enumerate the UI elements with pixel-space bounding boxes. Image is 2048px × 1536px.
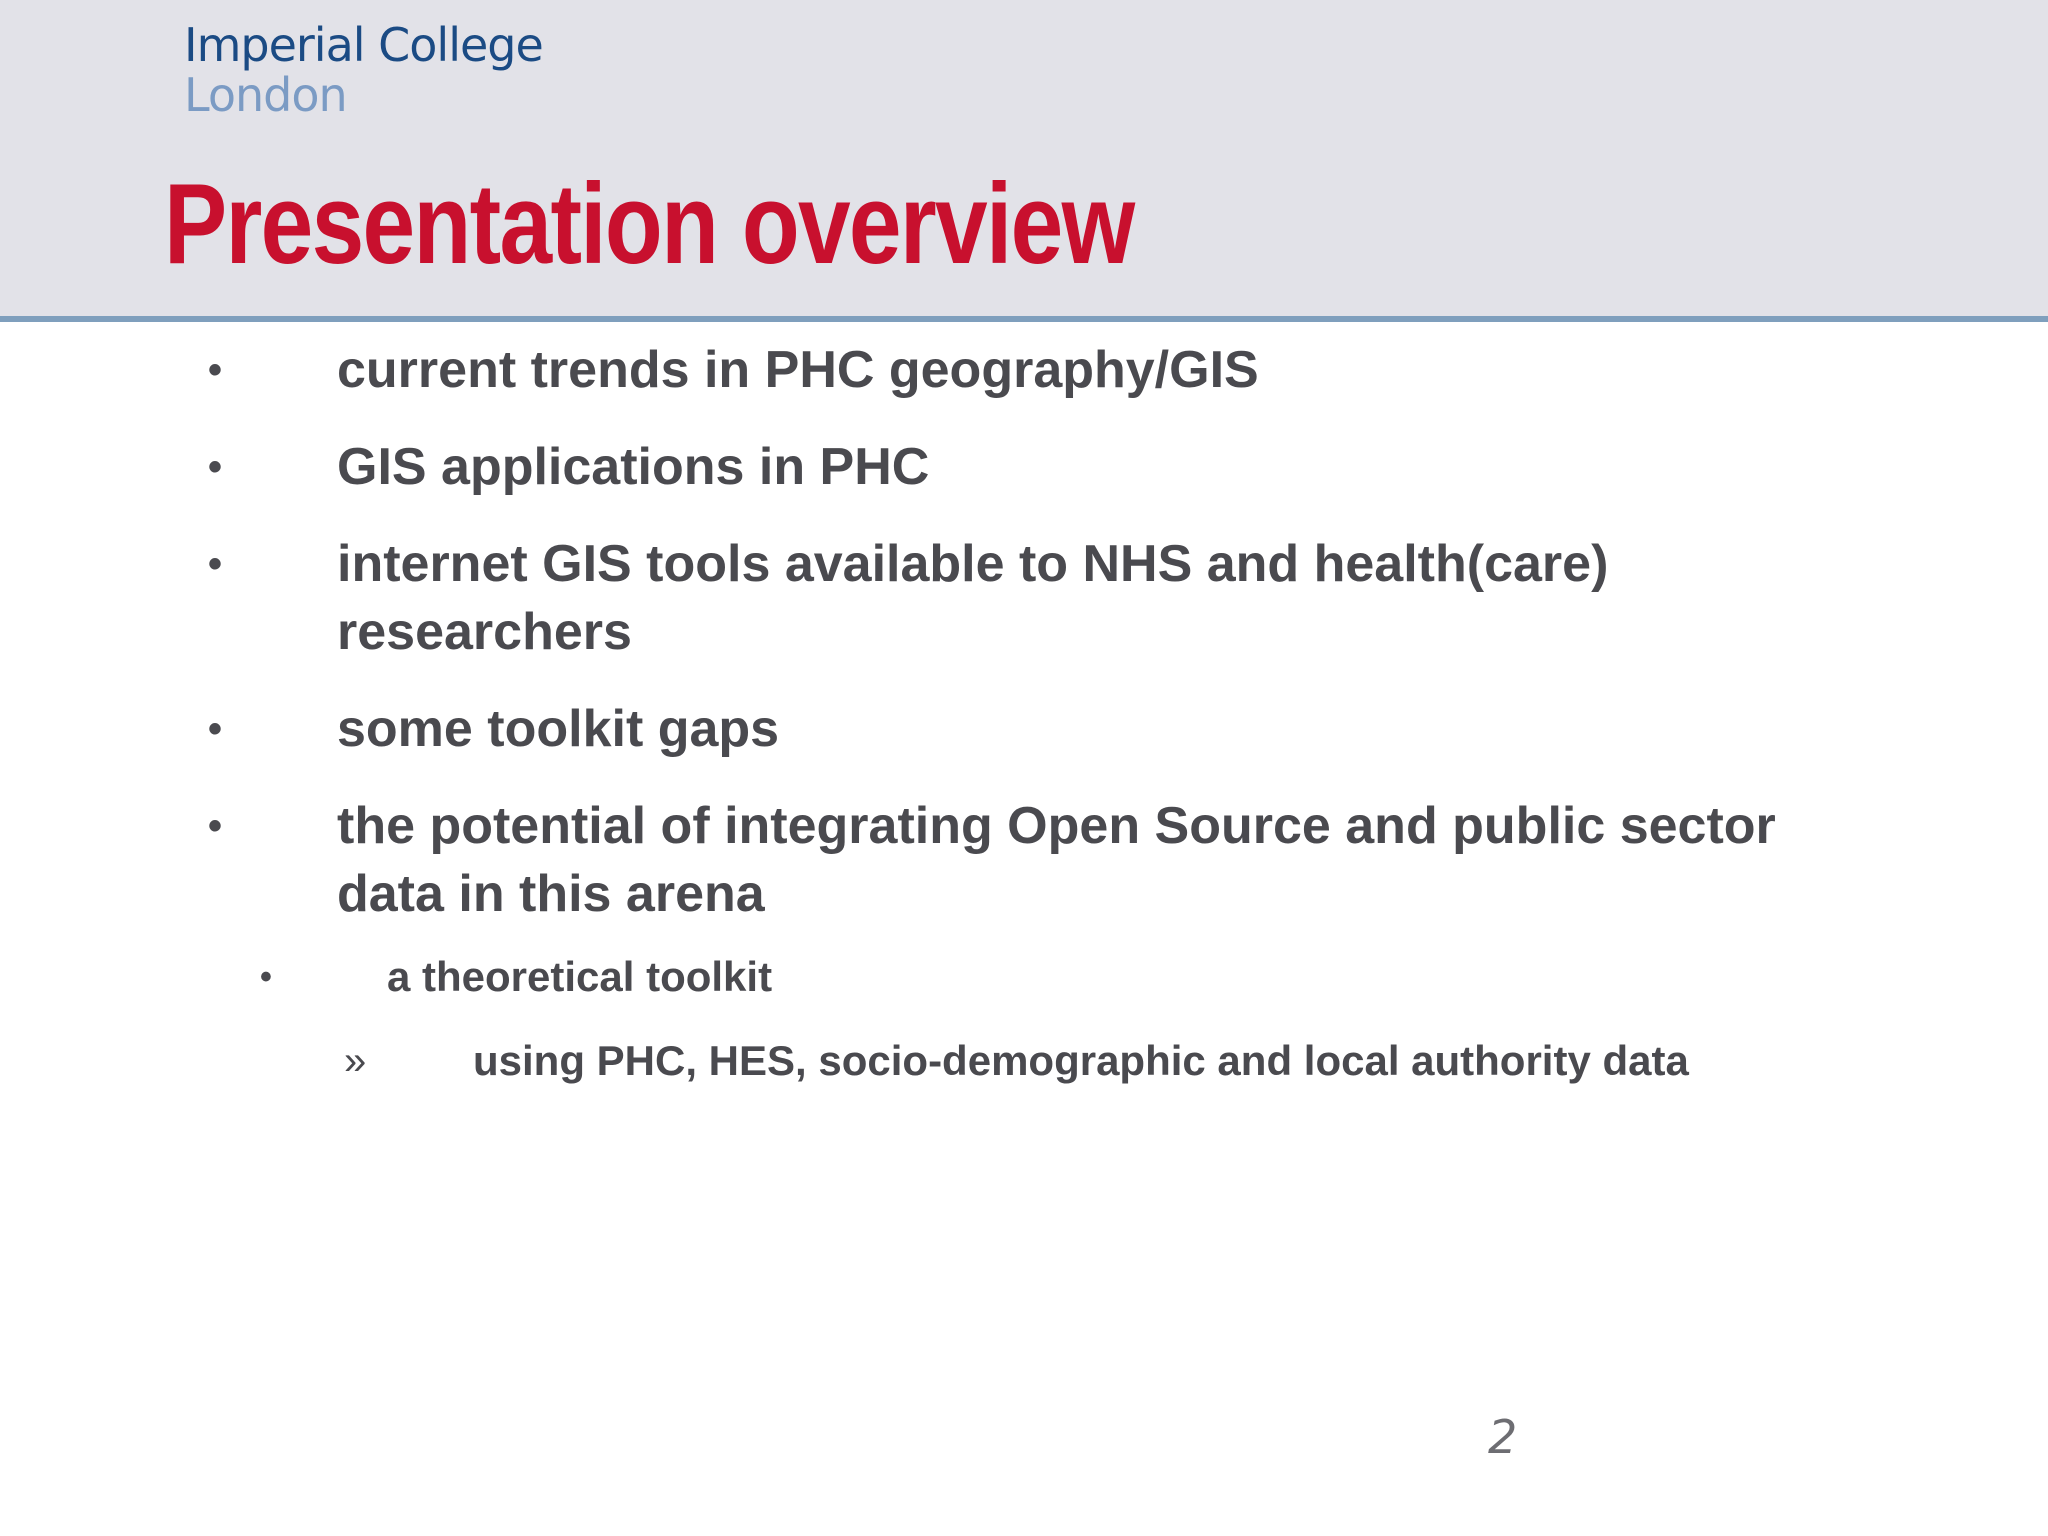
- bullet-marker: •: [208, 542, 223, 586]
- bullet-text: the potential of integrating Open Source and public sector data in this arena: [337, 797, 1776, 923]
- imperial-college-logo: [184, 18, 543, 122]
- sub-sub-bullet-item: [0, 1031, 2048, 1091]
- bullet-text: internet GIS tools available to NHS and health(care) researchers: [337, 535, 1609, 661]
- bullet-text: GIS applications in PHC: [337, 438, 930, 496]
- bullet-marker: •: [208, 707, 223, 751]
- bullet-text: current trends in PHC geography/GIS: [337, 341, 1259, 399]
- bullet-item: [0, 433, 2048, 501]
- sub-bullet-marker: •: [260, 958, 272, 996]
- sub-bullet-text: a theoretical toolkit: [387, 953, 773, 1000]
- sub-bullet-item: [0, 947, 2048, 1007]
- chevron-marker-icon: »: [344, 1039, 367, 1083]
- bullet-item: [0, 530, 2048, 666]
- page-number: 2: [1488, 1410, 1518, 1464]
- logo-line-2: London: [184, 68, 347, 122]
- logo-line-1: Imperial College: [184, 18, 543, 72]
- bullet-item: [0, 792, 2048, 928]
- bullet-list: [0, 336, 2048, 1091]
- bullet-marker: •: [208, 445, 223, 489]
- bullet-item: [0, 336, 2048, 404]
- bullet-text: some toolkit gaps: [337, 700, 780, 758]
- slide-header: [0, 0, 2048, 322]
- sub-sub-bullet-text: using PHC, HES, socio-demographic and local authority data: [473, 1037, 1689, 1084]
- bullet-item: [0, 695, 2048, 763]
- bullet-marker: •: [208, 348, 223, 392]
- bullet-marker: •: [208, 804, 223, 848]
- slide-title: Presentation overview: [164, 161, 1134, 288]
